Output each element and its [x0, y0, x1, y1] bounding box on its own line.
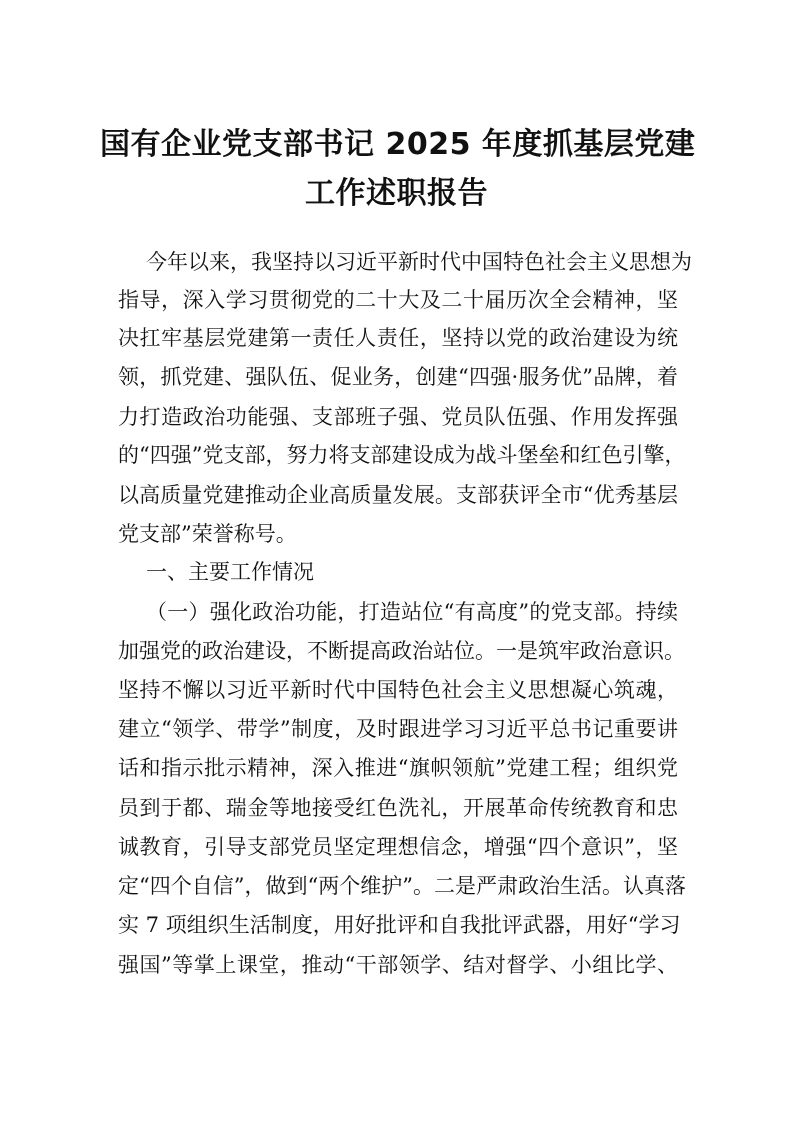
paragraph-line: 加强党的政治建设，不断提高政治站位。一是筑牢政治意识。 [118, 639, 685, 663]
paragraph-line: 实 7 项组织生活制度，用好批评和自我批评武器，用好“学习 [118, 913, 681, 937]
paragraph-line: 力打造政治功能强、支部班子强、党员队伍强、作用发挥强 [118, 405, 678, 429]
paragraph-line: 领，抓党建、强队伍、促业务，创建“四强·服务优”品牌，着 [118, 365, 678, 389]
paragraph-line: 今年以来，我坚持以习近平新时代中国特色社会主义思想为 [146, 250, 692, 274]
document-title-line-2: 工作述职报告 [305, 176, 488, 211]
paragraph-line: 定“四个自信”，做到“两个维护”。二是严肃政治生活。认真落 [118, 874, 686, 898]
paragraph-line: 以高质量党建推动企业高质量发展。支部获评全市“优秀基层 [118, 483, 678, 507]
paragraph-line: 指导，深入学习贯彻党的二十大及二十届历次全会精神，坚 [118, 288, 678, 312]
section-heading: 一、主要工作情况 [146, 560, 314, 584]
paragraph-line: 建立“领学、带学”制度，及时跟进学习习近平总书记重要讲 [118, 717, 678, 741]
paragraph-line: （一）强化政治功能，打造站位“有高度”的党支部。持续 [146, 600, 678, 624]
paragraph-line: 决扛牢基层党建第一责任人责任，坚持以党的政治建设为统 [118, 326, 678, 350]
paragraph-line: 强国”等掌上课堂，推动“干部领学、结对督学、小组比学、 [118, 953, 678, 977]
paragraph-line: 员到于都、瑞金等地接受红色洗礼，开展革命传统教育和忠 [118, 796, 678, 820]
paragraph-line: 党支部”荣誉称号。 [118, 522, 297, 546]
paragraph-line: 话和指示批示精神，深入推进“旗帜领航”党建工程；组织党 [118, 756, 678, 780]
paragraph-line: 诚教育，引导支部党员坚定理想信念，增强“四个意识”，坚 [118, 835, 678, 859]
paragraph-line: 的“四强”党支部，努力将支部建设成为战斗堡垒和红色引擎， [118, 443, 686, 467]
document-title-line-1: 国有企业党支部书记 2025 年度抓基层党建 [100, 127, 696, 162]
paragraph-line: 坚持不懈以习近平新时代中国特色社会主义思想凝心筑魂， [118, 678, 678, 702]
